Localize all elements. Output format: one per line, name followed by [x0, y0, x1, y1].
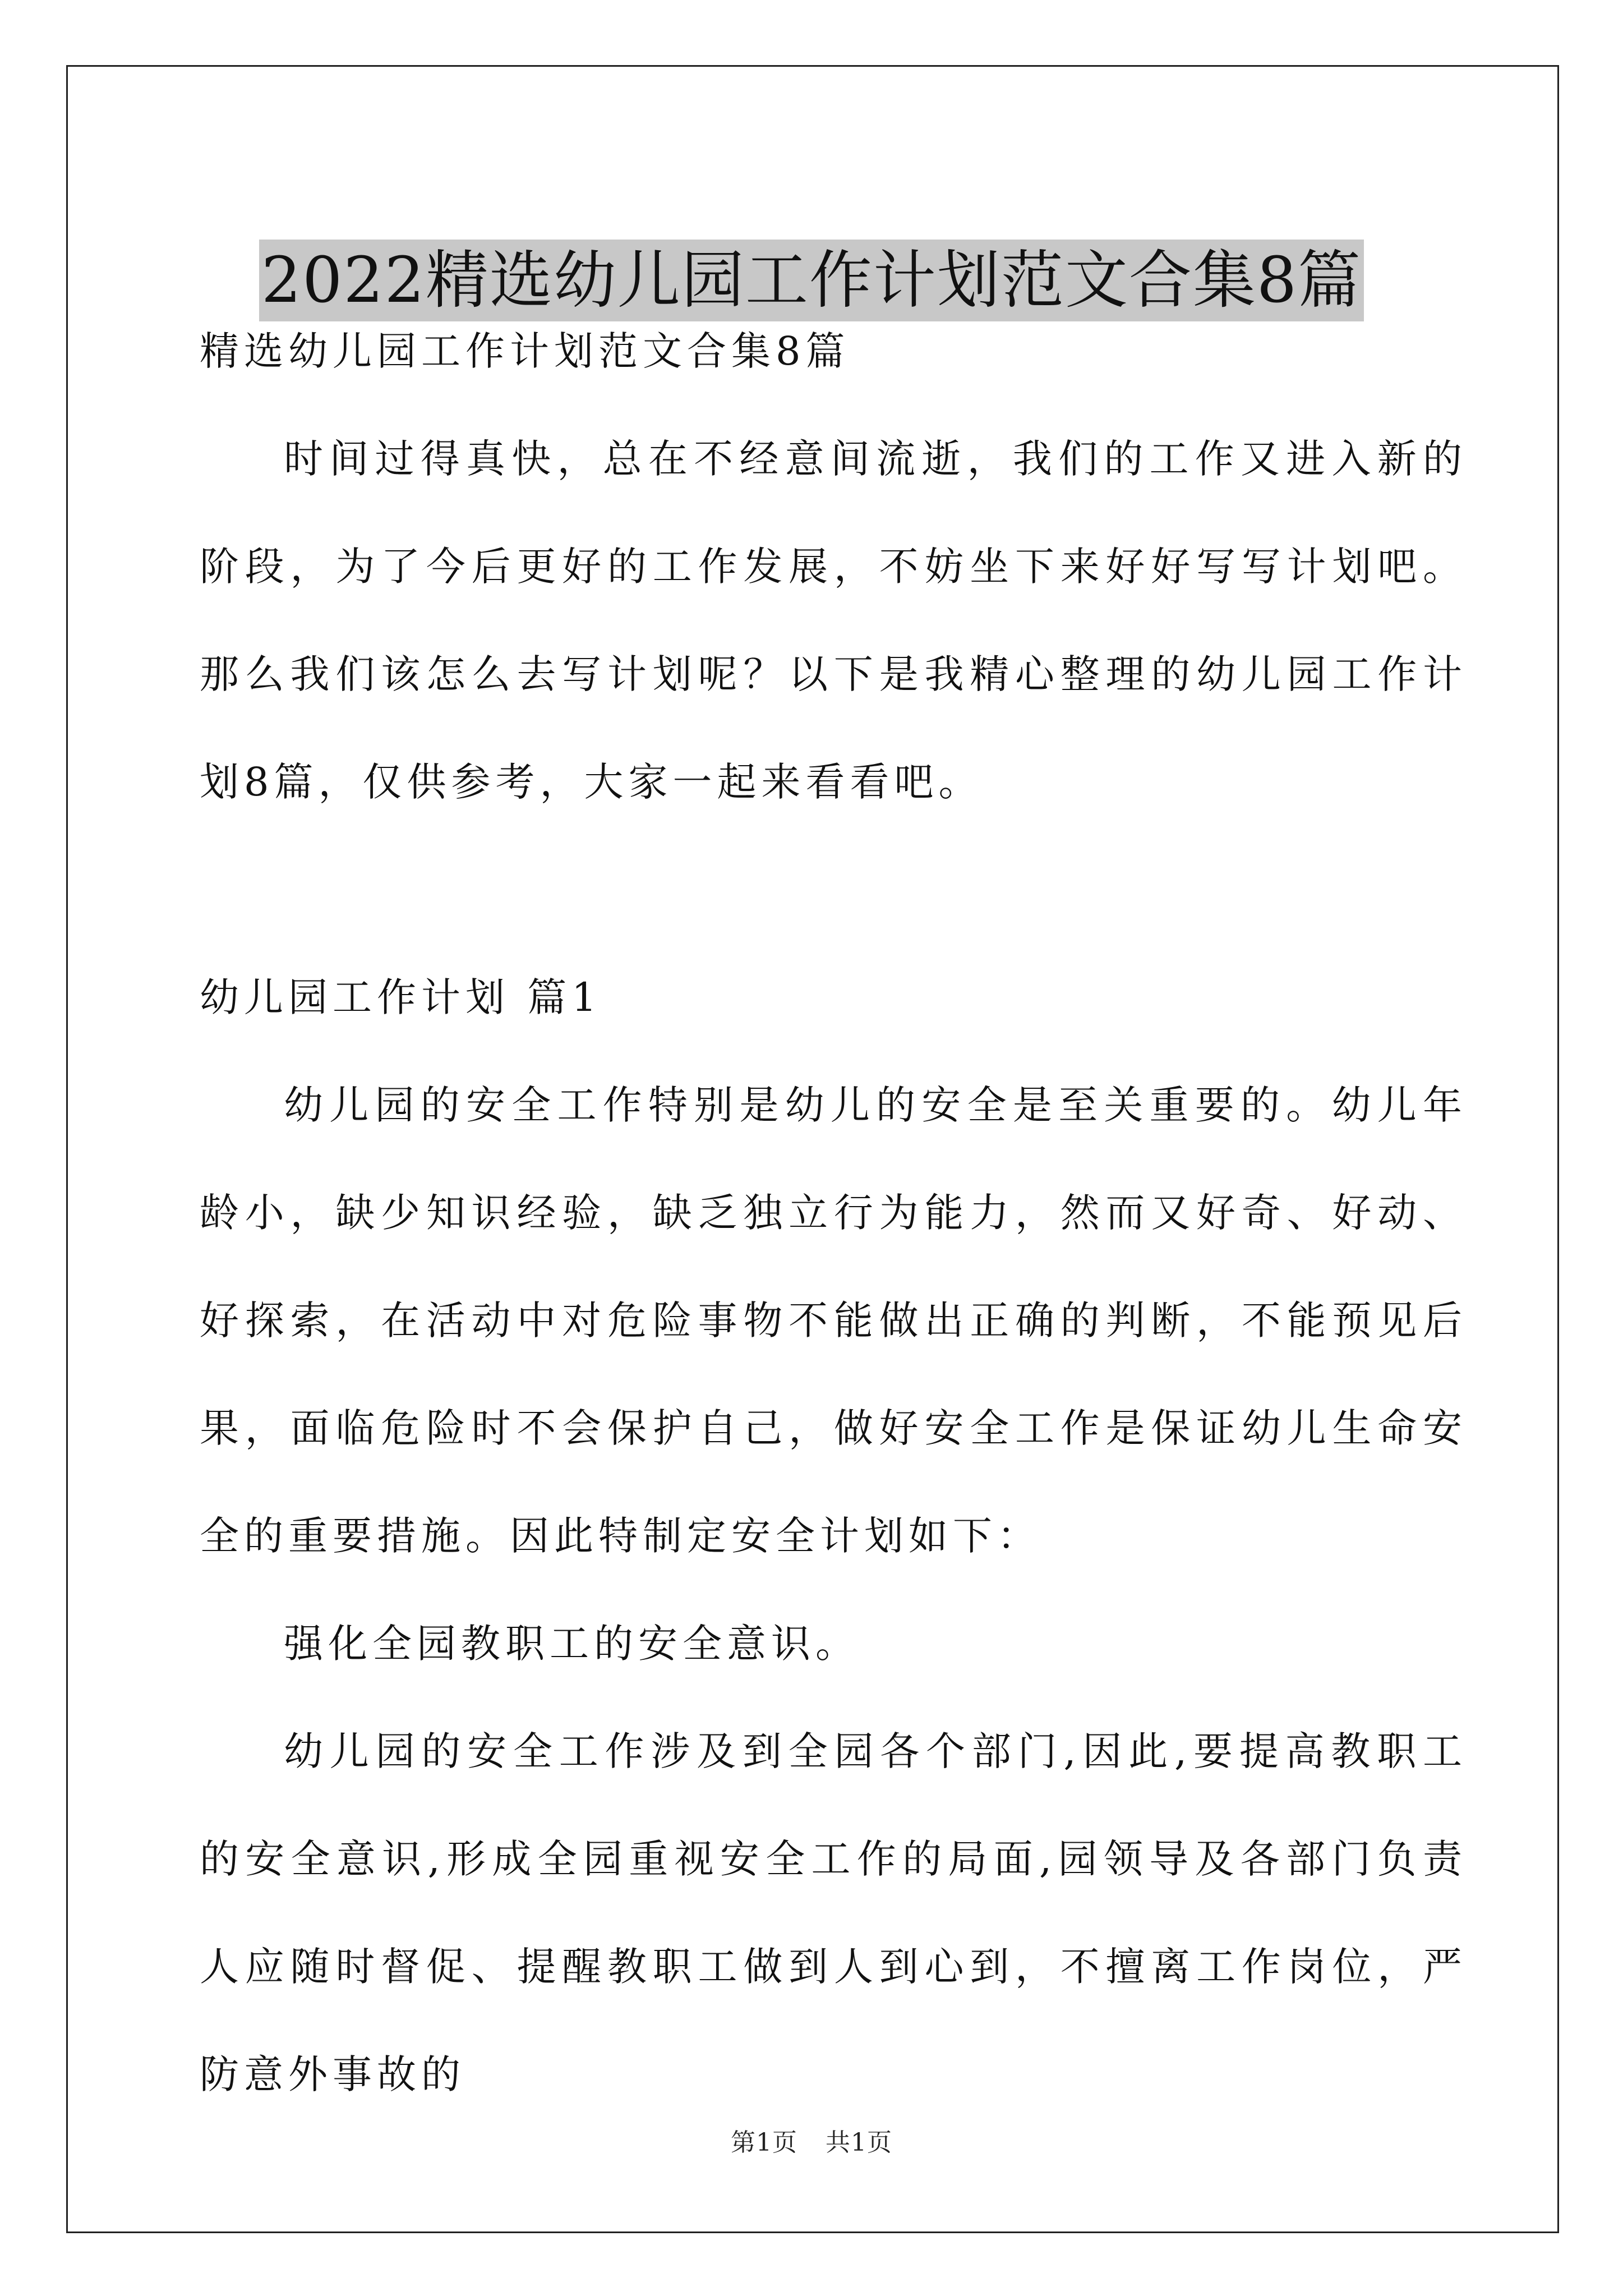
intro-paragraph: 时间过得真快，总在不经意间流逝，我们的工作又进入新的阶段，为了今后更好的工作发展，不妨坐下来好好写写计划吧。那么我们该怎么去写计划呢？以下是我精心整理的幼儿园工作计划8篇，仅供参考，大家一起来看看吧。	[200, 436, 1467, 805]
page-number-total: 共1页	[826, 2128, 892, 2157]
body-paragraph: 幼儿园的安全工作特别是幼儿的安全是至关重要的。幼儿年龄小，缺少知识经验，缺乏独立行为能力，然而又好奇、好动、好探索，在活动中对危险事物不能做出正确的判断，不能预见后果，面临危险时不会保护自己，做好安全工作是保证幼儿生命安全的重要措施。因此特制定安全计划如下：	[200, 1082, 1467, 1559]
section-heading: 幼儿园工作计划 篇1	[200, 974, 602, 1020]
page-footer	[0, 2126, 1623, 2160]
body-paragraph: 强化全园教职工的安全意识。	[284, 1621, 860, 1667]
page-number-current: 第1页	[731, 2128, 797, 2157]
body-paragraph: 幼儿园的安全工作涉及到全园各个部门,因此,要提高教职工的安全意识,形成全园重视安全工作的局面,园领导及各部门负责人应随时督促、提醒教职工做到人到心到，不擅离工作岗位，严防意外事故的	[200, 1728, 1467, 2097]
document-body	[200, 297, 1467, 2128]
document-subtitle: 精选幼儿园工作计划范文合集8篇	[200, 328, 850, 374]
document-title: 2022精选幼儿园工作计划范文合集8篇	[259, 240, 1364, 321]
